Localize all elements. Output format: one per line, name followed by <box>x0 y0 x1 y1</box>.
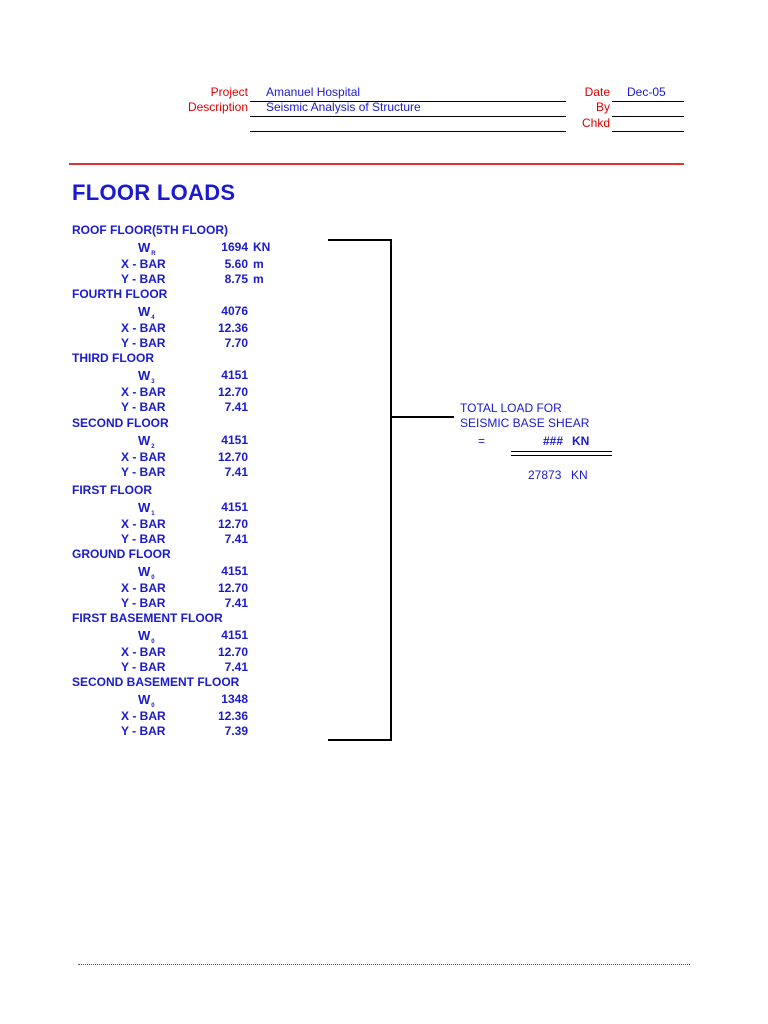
weight-subscript: 0 <box>151 639 155 645</box>
weight-symbol: W <box>138 433 151 448</box>
weight-value: 4151 <box>221 628 248 642</box>
floor-name: THIRD FLOOR <box>72 351 154 365</box>
x-bar-label: X - BAR <box>121 581 166 595</box>
y-bar-value: 7.41 <box>224 532 248 546</box>
y-bar-value: 8.75 <box>224 272 248 286</box>
y-bar-value: 7.39 <box>224 724 248 738</box>
y-bar-value: 7.70 <box>224 336 248 350</box>
weight-subscript: 2 <box>151 444 155 450</box>
blank-underline <box>250 131 566 132</box>
total-computed-unit: KN <box>571 468 588 482</box>
page-title: FLOOR LOADS <box>72 180 236 205</box>
bracket-top-line <box>328 239 391 241</box>
x-bar-value: 12.36 <box>217 321 248 335</box>
x-bar-label: X - BAR <box>121 257 166 271</box>
total-double-underline <box>511 451 612 456</box>
weight-value: 4151 <box>221 564 248 578</box>
y-bar-value: 7.41 <box>224 660 248 674</box>
bracket-bottom-line <box>328 739 391 741</box>
x-bar-value: 12.36 <box>217 709 248 723</box>
weight-label <box>138 304 155 321</box>
weight-subscript: 4 <box>151 315 155 321</box>
weight-symbol: W <box>138 240 151 255</box>
weight-label <box>138 692 155 709</box>
weight-value: 4151 <box>221 368 248 382</box>
total-label-line2: SEISMIC BASE SHEAR <box>460 416 590 430</box>
x-bar-value: 5.60 <box>224 257 248 271</box>
project-label: Project <box>210 85 248 99</box>
weight-subscript: 3 <box>151 379 155 385</box>
floor-name: FOURTH FLOOR <box>72 287 168 301</box>
weight-label <box>138 564 155 581</box>
weight-subscript: R <box>151 251 156 257</box>
weight-value: 4151 <box>221 433 248 447</box>
y-bar-label: Y - BAR <box>121 724 166 738</box>
weight-unit: KN <box>253 240 271 254</box>
floor-name: SECOND FLOOR <box>72 416 169 430</box>
floor-name: SECOND BASEMENT FLOOR <box>72 675 240 689</box>
total-unit: KN <box>572 434 590 448</box>
bracket-vertical-line <box>390 239 392 741</box>
total-equals: = <box>478 434 486 448</box>
floor-name: GROUND FLOOR <box>72 547 171 561</box>
y-bar-label: Y - BAR <box>121 336 166 350</box>
footer-dotted-line <box>78 964 690 965</box>
x-bar-label: X - BAR <box>121 709 166 723</box>
by-label: By <box>595 100 610 114</box>
x-bar-unit: m <box>253 257 264 271</box>
header-separator <box>69 163 684 165</box>
floor-name: FIRST BASEMENT FLOOR <box>72 611 223 625</box>
weight-symbol: W <box>138 628 151 643</box>
date-underline <box>612 101 684 102</box>
y-bar-label: Y - BAR <box>121 465 166 479</box>
y-bar-value: 7.41 <box>224 400 248 414</box>
y-bar-label: Y - BAR <box>121 596 166 610</box>
date-label: Date <box>584 85 610 99</box>
x-bar-label: X - BAR <box>121 450 166 464</box>
floor-name: FIRST FLOOR <box>72 483 152 497</box>
weight-symbol: W <box>138 368 151 383</box>
total-computed-value: 27873 <box>528 468 562 482</box>
total-value: ### <box>543 434 564 448</box>
total-label-line1: TOTAL LOAD FOR <box>460 401 562 415</box>
description-label: Description <box>187 100 248 114</box>
weight-label <box>138 628 155 645</box>
bracket-pointer-line <box>390 416 454 418</box>
weight-symbol: W <box>138 500 151 515</box>
y-bar-value: 7.41 <box>224 465 248 479</box>
y-bar-label: Y - BAR <box>121 400 166 414</box>
weight-value: 1348 <box>221 692 248 706</box>
project-value: Amanuel Hospital <box>266 85 361 99</box>
weight-subscript: 0 <box>151 703 155 709</box>
weight-value: 4151 <box>221 500 248 514</box>
weight-symbol: W <box>138 692 151 707</box>
weight-symbol: W <box>138 564 151 579</box>
x-bar-label: X - BAR <box>121 517 166 531</box>
weight-subscript: 1 <box>151 511 155 517</box>
weight-label <box>138 240 156 257</box>
y-bar-value: 7.41 <box>224 596 248 610</box>
weight-label <box>138 368 155 385</box>
y-bar-label: Y - BAR <box>121 532 166 546</box>
description-underline <box>250 116 566 117</box>
x-bar-label: X - BAR <box>121 385 166 399</box>
y-bar-label: Y - BAR <box>121 272 166 286</box>
x-bar-value: 12.70 <box>217 581 248 595</box>
floor-name: ROOF FLOOR(5TH FLOOR) <box>72 223 228 237</box>
weight-value: 4076 <box>221 304 248 318</box>
chkd-label: Chkd <box>581 116 610 130</box>
weight-value: 1694 <box>221 240 248 254</box>
by-underline <box>612 116 684 117</box>
weight-symbol: W <box>138 304 151 319</box>
x-bar-value: 12.70 <box>217 645 248 659</box>
chkd-underline <box>612 131 684 132</box>
weight-subscript: 0 <box>151 575 155 581</box>
x-bar-label: X - BAR <box>121 645 166 659</box>
description-value: Seismic Analysis of Structure <box>266 100 421 114</box>
date-value: Dec-05 <box>627 85 666 99</box>
x-bar-value: 12.70 <box>217 385 248 399</box>
x-bar-label: X - BAR <box>121 321 166 335</box>
y-bar-unit: m <box>253 272 264 286</box>
x-bar-value: 12.70 <box>217 450 248 464</box>
x-bar-value: 12.70 <box>217 517 248 531</box>
weight-label <box>138 500 155 517</box>
weight-label <box>138 433 155 450</box>
y-bar-label: Y - BAR <box>121 660 166 674</box>
